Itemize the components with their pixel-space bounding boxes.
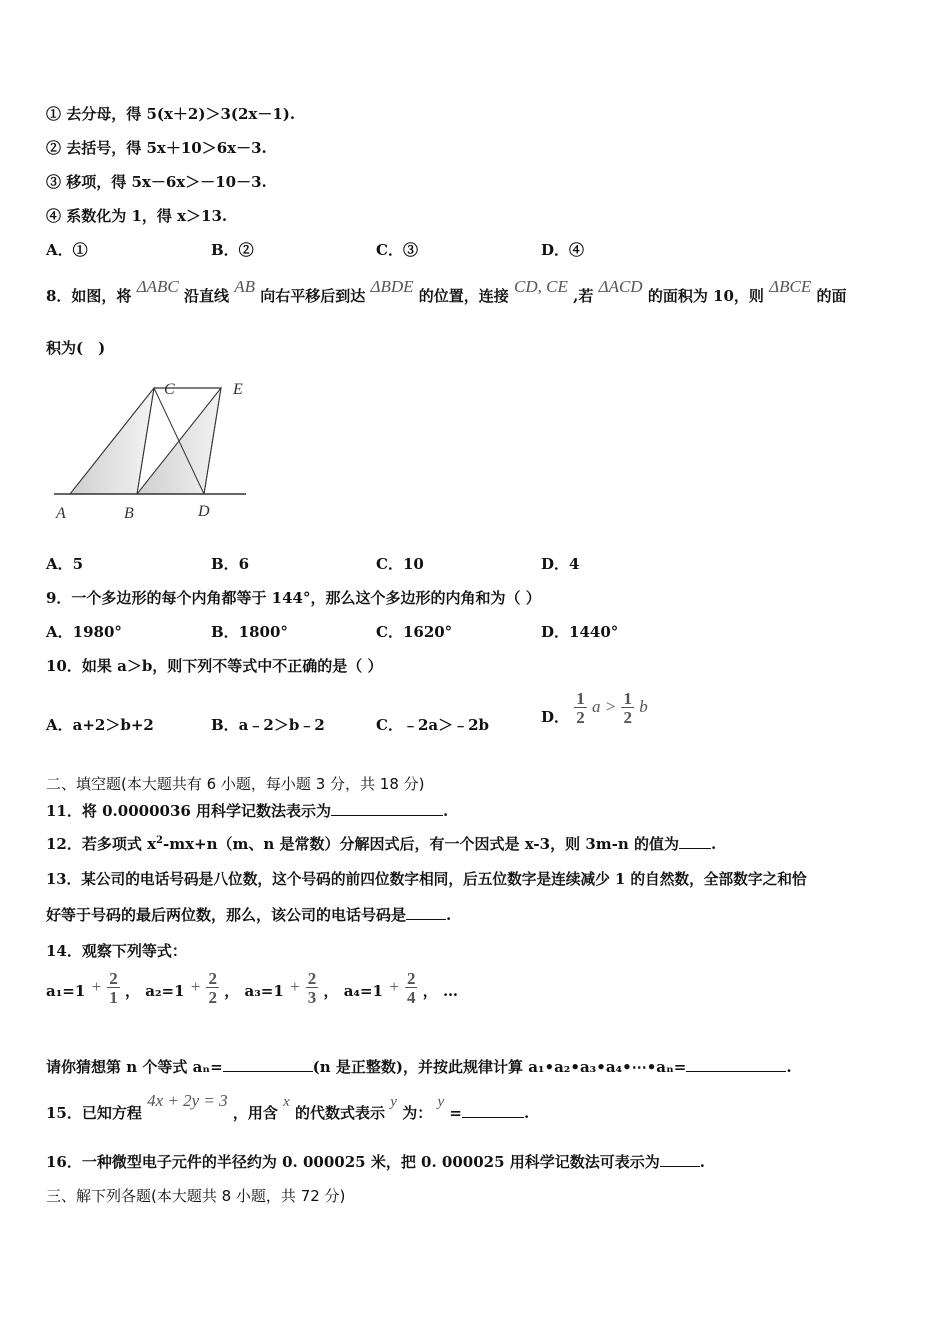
q14-eq-4-lhs: a₄=1	[343, 982, 383, 1000]
separator: ，	[124, 982, 140, 1000]
q8-prefix: 8．如图，将	[46, 287, 132, 305]
plus-sign: +	[289, 977, 301, 996]
q14-guess-pre: 请你猜想第 n 个等式 aₙ=	[46, 1058, 223, 1076]
q8-option-d[interactable]: D．4	[541, 555, 580, 573]
q7-option-d[interactable]: D．④	[541, 241, 585, 259]
q10-option-c[interactable]: C．﹣2a＞﹣2b	[376, 716, 490, 734]
q15: 15．已知方程 4x + 2y = 3 ，用含 x 的代数式表示 y 为： y = .	[46, 1091, 530, 1122]
frac-numerator: 1	[623, 689, 632, 708]
q14-eq-3	[244, 969, 343, 1007]
q10-option-d-middle: a >	[591, 697, 617, 716]
q15-answer-blank[interactable]	[462, 1103, 524, 1118]
q14-eq-3-fraction	[306, 970, 319, 1006]
section-3-heading: 三、解下列各题(本大题共 8 小题，共 72 分)	[46, 1187, 346, 1205]
q14-answer-blank-2[interactable]	[686, 1057, 786, 1072]
frac-numerator: 2	[109, 969, 118, 988]
q8-triangle-acd: ΔACD	[598, 277, 643, 296]
q16: 16．一种微型电子元件的半径约为 0. 000025 米，把 0. 000025 用科学记数法可表示为 .	[46, 1153, 706, 1171]
q7-step-3: ③ 移项，得 5x－6x＞－10－3.	[46, 173, 267, 191]
q12: 12．若多项式 $x^2-mx+n(m$、n 是常数）分解因式后，有一个因式是 x-3，则 3m-n 的值为 .	[46, 835, 717, 853]
q7-step-2: ② 去括号，得 5x＋10＞6x－3.	[46, 139, 267, 157]
q12-answer-blank[interactable]	[679, 834, 711, 849]
q10-stem: 10．如果 a＞b，则下列不等式中不正确的是（ ）	[46, 657, 383, 675]
q15-text-2: 的代数式表示	[295, 1104, 386, 1122]
frac-denominator: 2	[576, 708, 585, 727]
q8-line-ab: AB	[234, 277, 256, 296]
ellipsis: …	[442, 982, 458, 1000]
q13-line1: 13．某公司的电话号码是八位数，这个号码的前四位数字相同，后五位数字是连续减少 1 的自然数，全部数字之和恰	[46, 871, 807, 888]
q8-text-2: 向右平移后到达	[260, 287, 366, 305]
q8-stem-line2: 积为( )	[46, 339, 106, 357]
q8-triangle-bde: ΔBDE	[370, 277, 414, 296]
q7-option-b[interactable]: B．②	[211, 241, 254, 259]
q8-text-4: ,若	[573, 287, 594, 305]
q8-option-c[interactable]: C．10	[376, 555, 424, 573]
separator: ，	[224, 982, 240, 1000]
q12-pre: 12．若多项式 x	[46, 835, 157, 853]
q13-line2-text: 好等于号码的最后两位数，那么，该公司的电话号码是	[46, 906, 407, 924]
section-2-heading: 二、填空题(本大题共有 6 小题，每小题 3 分，共 18 分)	[46, 775, 425, 793]
q14-guess-mid: (n 是正整数)，并按此规律计算 a₁•a₂•a₃•a₄•⋯•aₙ=	[312, 1058, 687, 1076]
q7-option-a[interactable]: A．①	[46, 241, 88, 259]
q8-stem-line1	[46, 276, 847, 305]
q9-option-d[interactable]: D．1440°	[541, 623, 619, 641]
frac-denominator: 4	[406, 988, 416, 1007]
q14-eq-2	[145, 969, 244, 1007]
q11-text: 11．将 0.0000036 用科学记数法表示为	[46, 802, 332, 820]
plus-sign: +	[189, 977, 202, 996]
frac-denominator: 3	[307, 988, 317, 1007]
frac-numerator: 2	[208, 969, 217, 988]
frac-denominator: 2	[623, 708, 632, 727]
frac-numerator: 1	[576, 689, 585, 708]
plus-sign: +	[388, 977, 400, 996]
q8-option-b[interactable]: B．6	[211, 555, 250, 573]
separator: ，	[422, 982, 438, 1000]
q8-triangle-bce: ΔBCE	[769, 277, 812, 296]
q10-option-d[interactable]	[541, 690, 648, 726]
q14-answer-blank-1[interactable]	[223, 1057, 313, 1072]
q11-answer-blank[interactable]	[331, 801, 443, 816]
q14-eq-1	[46, 969, 145, 1007]
q14-eq-2-fraction	[206, 970, 219, 1006]
q14-title: 14．观察下列等式：	[46, 942, 187, 960]
q8-text-3: 的位置，连接	[418, 287, 509, 305]
q14-eq-2-lhs: a₂=1	[145, 982, 185, 1000]
q15-text-3: 为：	[402, 1104, 433, 1122]
q12-post: -mx+n（m、n 是常数）分解因式后，有一个因式是 x-3，则 3m-n 的值为	[163, 835, 679, 853]
separator: ，	[323, 982, 339, 1000]
q15-var-x: x	[283, 1094, 290, 1110]
q15-var-y-2: y	[437, 1094, 445, 1110]
q8-segments-cd-ce: CD, CE	[514, 277, 568, 296]
q14-eq-4	[343, 969, 443, 1007]
q16-answer-blank[interactable]	[660, 1152, 700, 1167]
q8-text-6: 的面	[816, 287, 847, 305]
q13-answer-blank[interactable]	[406, 905, 446, 920]
q7-step-1: ① 去分母，得 5(x＋2)＞3(2x－1).	[46, 105, 296, 123]
q10-option-d-fraction-1	[574, 690, 587, 726]
q8-label-b: B	[124, 505, 134, 522]
q8-option-a[interactable]: A．5	[46, 555, 84, 573]
q9-option-b[interactable]: B．1800°	[211, 623, 288, 641]
q14-eq-4-fraction	[405, 970, 418, 1006]
q10-option-a[interactable]: A．a+2＞b+2	[46, 716, 154, 734]
frac-denominator: 2	[208, 988, 217, 1007]
q14-eq-1-lhs: a₁=1	[46, 982, 86, 1000]
q10-option-d-label: D．	[541, 708, 570, 726]
plus-sign: +	[90, 977, 103, 996]
q9-stem: 9．一个多边形的每个内角都等于 144°，那么这个多边形的内角和为（ ）	[46, 589, 541, 607]
q8-figure	[40, 372, 260, 527]
q10-option-d-end: b	[639, 697, 648, 716]
q14-guess: 请你猜想第 n 个等式 aₙ= (n 是正整数)，并按此规律计算 a₁•a₂•a₃•a₄•⋯•aₙ= .	[46, 1058, 792, 1076]
q14-equations	[46, 970, 458, 1006]
q8-label-d: D	[198, 503, 210, 520]
q9-option-c[interactable]: C．1620°	[376, 623, 453, 641]
q8-text-5: 的面积为 10，则	[647, 287, 764, 305]
frac-numerator: 2	[307, 969, 317, 988]
q15-var-y: y	[390, 1094, 397, 1110]
q10-option-b[interactable]: B．a﹣2＞b﹣2	[211, 716, 325, 734]
q15-equation: 4x + 2y = 3	[147, 1091, 228, 1110]
q8-label-e: E	[233, 381, 243, 398]
q15-pre: 15．已知方程	[46, 1104, 142, 1122]
q12-sup: 2	[156, 835, 164, 846]
q11: 11．将 0.0000036 用科学记数法表示为 .	[46, 802, 449, 820]
q7-step-4: ④ 系数化为 1，得 x＞13.	[46, 207, 228, 225]
q9-option-a[interactable]: A．1980°	[46, 623, 122, 641]
q8-label-a: A	[56, 505, 66, 522]
q14-eq-3-lhs: a₃=1	[244, 982, 284, 1000]
q15-text-1: ，用含	[232, 1104, 278, 1122]
q15-eq-sign: =	[449, 1104, 462, 1122]
q13-line2: 好等于号码的最后两位数，那么，该公司的电话号码是 .	[46, 906, 452, 924]
q14-eq-1-fraction	[107, 970, 120, 1006]
q16-text: 16．一种微型电子元件的半径约为 0. 000025 米，把 0. 000025 用科学记数法可表示为	[46, 1153, 660, 1171]
frac-denominator: 1	[109, 988, 118, 1007]
q7-option-c[interactable]: C．③	[376, 241, 418, 259]
q8-triangle-abc: ΔABC	[136, 277, 179, 296]
q8-text-1: 沿直线	[184, 287, 230, 305]
q8-label-c: C	[164, 381, 175, 398]
q10-option-d-fraction-2	[621, 690, 634, 726]
frac-numerator: 2	[406, 969, 416, 988]
